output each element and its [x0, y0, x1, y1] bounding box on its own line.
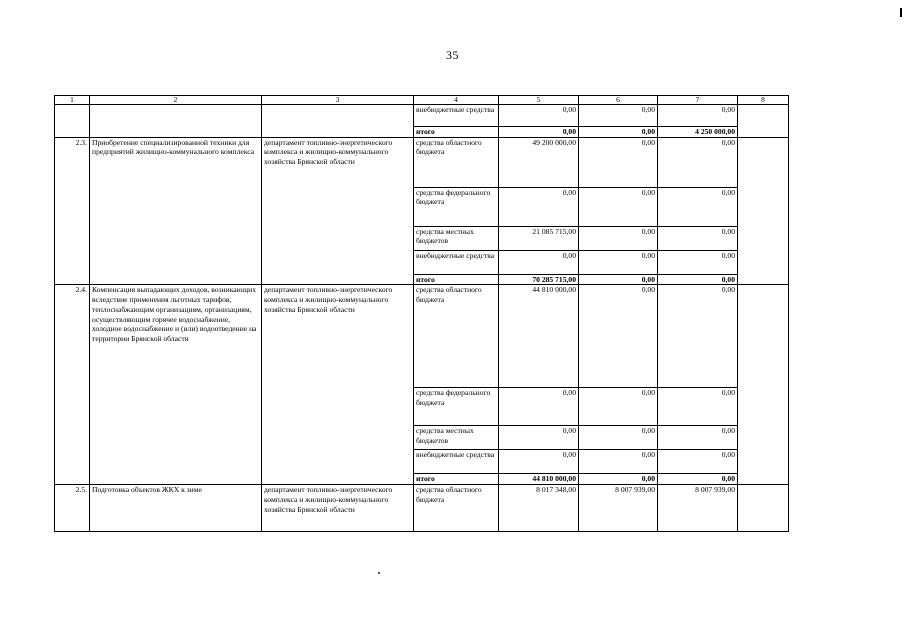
value-cell: 0,00 — [579, 250, 658, 274]
name-cell: Приобретение специализированной техники для предприятий жилищно-коммунального комплекса — [90, 137, 262, 285]
value-cell: 0,00 — [658, 285, 738, 388]
value-cell: 0,00 — [579, 187, 658, 226]
value-cell: 0,00 — [658, 187, 738, 226]
note-cell — [738, 285, 789, 485]
header-cell: 1 — [55, 96, 90, 105]
header-cell: 8 — [738, 96, 789, 105]
total-value-cell: 44 810 000,00 — [499, 474, 579, 485]
index-cell: 2.4. — [55, 285, 90, 485]
source-cell: итого — [414, 127, 499, 138]
total-value-cell: 4 250 000,00 — [658, 127, 738, 138]
value-cell: 0,00 — [499, 187, 579, 226]
header-cell: 3 — [262, 96, 414, 105]
value-cell: 8 007 939,00 — [579, 485, 658, 532]
value-cell: 0,00 — [658, 137, 738, 187]
value-cell: 0,00 — [579, 426, 658, 450]
value-cell: 44 810 000,00 — [499, 285, 579, 388]
total-value-cell: 0,00 — [579, 127, 658, 138]
value-cell: 0,00 — [579, 285, 658, 388]
value-cell: 8 007 939,00 — [658, 485, 738, 532]
value-cell: 0,00 — [579, 226, 658, 250]
value-cell: 0,00 — [579, 137, 658, 187]
total-value-cell: 0,00 — [579, 474, 658, 485]
name-cell: Подготовка объектов ЖКХ к зиме — [90, 485, 262, 532]
source-cell: итого — [414, 474, 499, 485]
funding-table — [54, 95, 789, 532]
header-cell: 4 — [414, 96, 499, 105]
value-cell: 0,00 — [579, 388, 658, 426]
value-cell: 0,00 — [658, 105, 738, 127]
total-value-cell: 0,00 — [579, 274, 658, 285]
total-value-cell: 70 285 715,00 — [499, 274, 579, 285]
source-cell: средства местных бюджетов — [414, 426, 499, 450]
value-cell: 0,00 — [499, 250, 579, 274]
executor-cell: департамент топливно-энергетического комплекса и жилищно-коммунального хозяйства Брянской области — [262, 285, 414, 485]
header-row — [55, 96, 789, 105]
header-cell: 2 — [90, 96, 262, 105]
value-cell: 0,00 — [499, 388, 579, 426]
source-cell: средства федерального бюджета — [414, 388, 499, 426]
source-cell: внебюджетные средства — [414, 250, 499, 274]
note-cell — [738, 485, 789, 532]
table-row — [55, 485, 789, 532]
value-cell: 8 017 348,00 — [499, 485, 579, 532]
executor-cell: департамент топливно-энергетического комплекса и жилищно-коммунального хозяйства Брянской области — [262, 137, 414, 285]
value-cell: 0,00 — [658, 388, 738, 426]
index-cell — [55, 105, 90, 138]
value-cell: 0,00 — [499, 426, 579, 450]
executor-cell — [262, 105, 414, 138]
source-cell: средства областного бюджета — [414, 285, 499, 388]
index-cell: 2.5. — [55, 485, 90, 532]
table-row — [55, 285, 789, 388]
header-cell: 7 — [658, 96, 738, 105]
value-cell: 0,00 — [658, 426, 738, 450]
scan-speck — [378, 572, 380, 574]
value-cell: 49 200 000,00 — [499, 137, 579, 187]
source-cell: средства областного бюджета — [414, 485, 499, 532]
source-cell: итого — [414, 274, 499, 285]
note-cell — [738, 105, 789, 138]
name-cell: Компенсация выпадающих доходов, возникающих вследствие применения льготных тарифов, теплоснабжающим организациям, организациям, осуществляющим горячее водоснабжение, холодное водоснабжение и (или) водоотведение на территории Брянской области — [90, 285, 262, 485]
source-cell: средства областного бюджета — [414, 137, 499, 187]
source-cell: внебюджетные средства — [414, 450, 499, 474]
value-cell: 0,00 — [499, 450, 579, 474]
note-cell — [738, 137, 789, 285]
table-row — [55, 105, 789, 127]
total-value-cell: 0,00 — [658, 474, 738, 485]
total-value-cell: 0,00 — [499, 127, 579, 138]
total-value-cell: 0,00 — [658, 274, 738, 285]
page-number: 35 — [446, 48, 459, 62]
value-cell: 21 085 715,00 — [499, 226, 579, 250]
table-row — [55, 137, 789, 187]
value-cell: 0,00 — [499, 105, 579, 127]
header-cell: 6 — [579, 96, 658, 105]
value-cell: 0,00 — [658, 450, 738, 474]
scan-edge-mark — [900, 8, 902, 17]
source-cell: внебюджетные средства — [414, 105, 499, 127]
header-cell: 5 — [499, 96, 579, 105]
value-cell: 0,00 — [658, 226, 738, 250]
name-cell — [90, 105, 262, 138]
value-cell: 0,00 — [658, 250, 738, 274]
index-cell: 2.3. — [55, 137, 90, 285]
source-cell: средства федерального бюджета — [414, 187, 499, 226]
source-cell: средства местных бюджетов — [414, 226, 499, 250]
value-cell: 0,00 — [579, 105, 658, 127]
value-cell: 0,00 — [579, 450, 658, 474]
executor-cell: департамент топливно-энергетического комплекса и жилищно-коммунального хозяйства Брянской области — [262, 485, 414, 532]
